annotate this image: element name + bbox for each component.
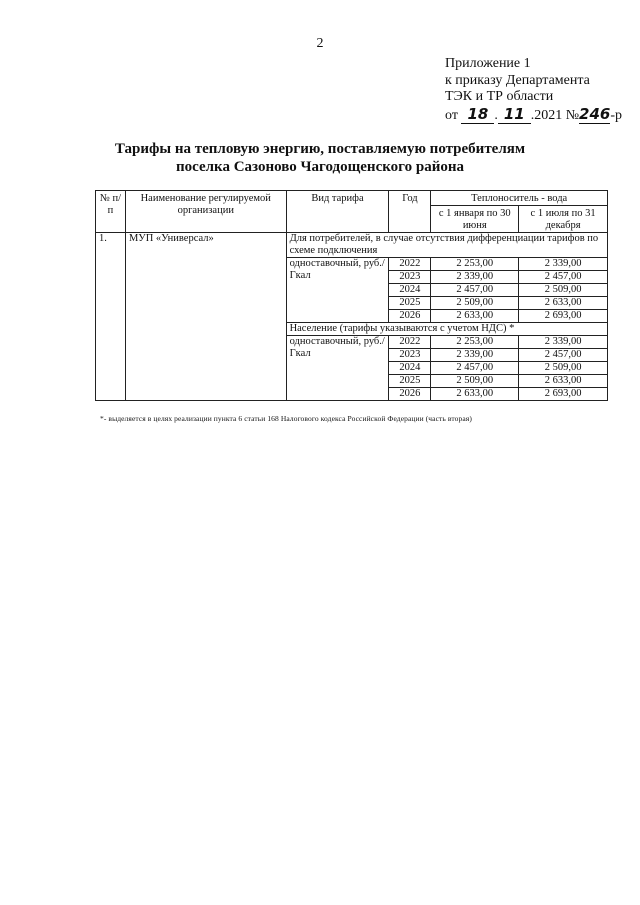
order-number: 246 [579,104,611,123]
date-day: 18 [461,105,494,124]
date-separator: . [494,107,498,123]
tariff-p1-cell: 2 339,00 [431,271,519,284]
org-name: МУП «Универсал» [125,233,286,401]
tariff-p2-cell: 2 509,00 [519,362,608,375]
date-month: 11 [498,105,531,124]
header-org: Наименование регулируемой организации [125,191,286,233]
tariff-p2-cell: 2 633,00 [519,297,608,310]
row-number: 1. [96,233,126,401]
footnote: *- выделяется в целях реализации пункта 6 статьи 168 Налогового кодекса Российской Федерации (часть вторая) [100,414,472,423]
tariff-p2-cell: 2 633,00 [519,375,608,388]
date-prefix: от [445,107,458,123]
year-cell: 2025 [389,375,431,388]
year-cell: 2026 [389,388,431,401]
tariff-type-2: одноставочный, руб./Гкал [286,336,389,401]
tariff-type-1: одноставочный, руб./Гкал [286,258,389,323]
year-cell: 2024 [389,284,431,297]
section-label-2: Население (тарифы указываются с учетом НДС) * [286,323,607,336]
year-cell: 2024 [389,362,431,375]
number-prefix: № [565,107,580,123]
appendix-line-3: ТЭК и ТР области [445,89,554,104]
title-line-1: Тарифы на тепловую энергию, поставляемую потребителям [114,141,526,157]
tariff-p2-cell: 2 339,00 [519,258,608,271]
tariff-p1-cell: 2 633,00 [431,310,519,323]
date-year: .2021 [530,107,563,123]
tariff-p2-cell: 2 457,00 [519,271,608,284]
tariff-p1-cell: 2 633,00 [431,388,519,401]
appendix-block [445,56,622,124]
page-number: 2 [316,36,324,51]
header-type: Вид тарифа [286,191,389,233]
header-period-1: с 1 января по 30 июня [431,206,519,233]
appendix-line-1: Приложение 1 [445,56,531,71]
tariff-p1-cell: 2 457,00 [431,284,519,297]
header-num: № п/п [96,191,126,233]
number-suffix: -р [610,107,623,123]
header-period-2: с 1 июля по 31 декабря [519,206,608,233]
header-year: Год [389,191,431,233]
tariff-p1-cell: 2 509,00 [431,297,519,310]
year-cell: 2026 [389,310,431,323]
tariff-p2-cell: 2 457,00 [519,349,608,362]
appendix-line-2: к приказу Департамента [445,72,590,88]
year-cell: 2022 [389,258,431,271]
tariff-p1-cell: 2 339,00 [431,349,519,362]
tariff-table [95,190,608,401]
tariff-p1-cell: 2 253,00 [431,258,519,271]
section-label-1: Для потребителей, в случае отсутствия дифференциации тарифов по схеме подключения [286,233,607,258]
tariff-p2-cell: 2 693,00 [519,388,608,401]
tariff-p2-cell: 2 693,00 [519,310,608,323]
year-cell: 2023 [389,349,431,362]
document-title [0,140,640,176]
year-cell: 2023 [389,271,431,284]
tariff-p1-cell: 2 457,00 [431,362,519,375]
tariff-p1-cell: 2 509,00 [431,375,519,388]
appendix-date-line [445,106,622,125]
tariff-p1-cell: 2 253,00 [431,336,519,349]
year-cell: 2025 [389,297,431,310]
tariff-p2-cell: 2 509,00 [519,284,608,297]
header-carrier: Теплоноситель - вода [431,191,608,206]
title-line-2: поселка Сазоново Чагодощенского района [176,159,464,175]
year-cell: 2022 [389,336,431,349]
tariff-p2-cell: 2 339,00 [519,336,608,349]
